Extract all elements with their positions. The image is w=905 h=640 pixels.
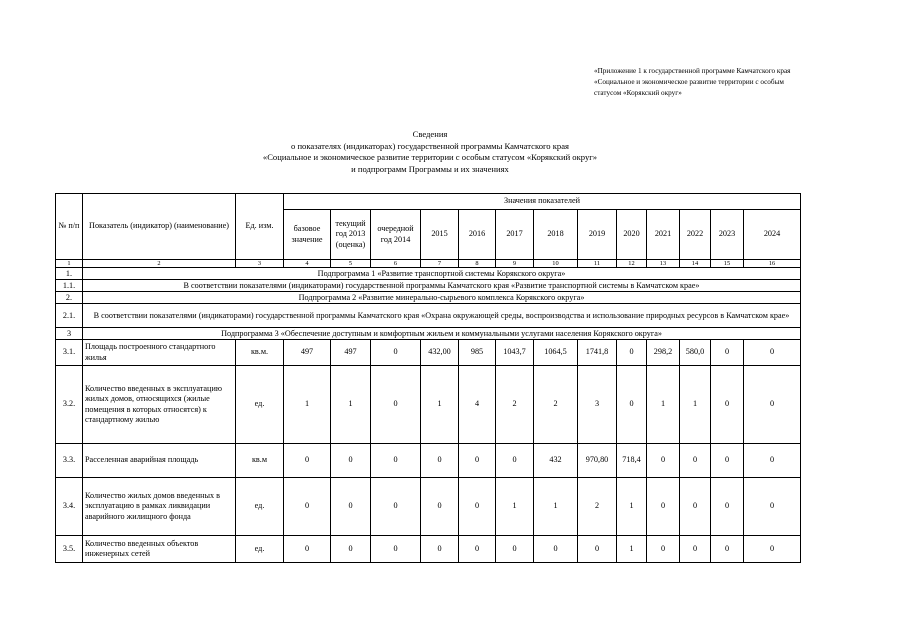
header-next-year: очередной год 2014 <box>371 210 421 260</box>
column-number: 1 <box>56 260 83 268</box>
header-num: № п/п <box>56 194 83 260</box>
row-value: 2 <box>534 366 578 444</box>
row-name: Количество жилых домов введенных в эксплуатацию в рамках ликвидации аварийного жилищного фонда <box>83 478 236 536</box>
section-row <box>56 304 801 328</box>
row-value: 298,2 <box>647 340 680 366</box>
header-year: 2019 <box>578 210 617 260</box>
row-value: 1741,8 <box>578 340 617 366</box>
row-num: 3.5. <box>56 536 83 563</box>
row-value: 0 <box>617 366 647 444</box>
row-unit: кв.м <box>236 444 284 478</box>
row-value: 0 <box>371 478 421 536</box>
header-unit: Ед. изм. <box>236 194 284 260</box>
section-title: В соответствии показателями (индикаторами) государственной программы Камчатского края «Развитие транспортной системы в Камчатском крае» <box>83 280 801 292</box>
row-value: 0 <box>421 536 459 563</box>
row-name: Количество введенных объектов инженерных сетей <box>83 536 236 563</box>
row-value: 0 <box>711 444 744 478</box>
row-value: 0 <box>744 340 801 366</box>
column-number: 16 <box>744 260 801 268</box>
row-value: 1 <box>331 366 371 444</box>
row-value: 0 <box>496 536 534 563</box>
header-year: 2022 <box>680 210 711 260</box>
header-year: 2023 <box>711 210 744 260</box>
row-name: Расселенная аварийная площадь <box>83 444 236 478</box>
row-value: 3 <box>578 366 617 444</box>
row-unit: кв.м. <box>236 340 284 366</box>
column-number-row <box>56 260 801 268</box>
row-value: 0 <box>496 444 534 478</box>
row-value: 0 <box>711 340 744 366</box>
section-title: В соответствии показателями (индикаторами) государственной программы Камчатского края «Охрана окружающей среды, воспроизводства и использование природных ресурсов в Камчатском крае» <box>83 304 801 328</box>
row-value: 0 <box>647 536 680 563</box>
section-num: 1.1. <box>56 280 83 292</box>
row-value: 2 <box>496 366 534 444</box>
row-value: 0 <box>711 536 744 563</box>
document-heading <box>200 129 660 175</box>
heading-subtitle-2: «Социальное и экономическое развитие территории с особым статусом «Корякский округ» <box>262 152 598 162</box>
row-value: 2 <box>578 478 617 536</box>
row-num: 3.3. <box>56 444 83 478</box>
row-value: 0 <box>284 444 331 478</box>
heading-title: Сведения <box>412 129 448 139</box>
header-values-group: Значения показателей <box>284 194 801 210</box>
row-unit: ед. <box>236 366 284 444</box>
row-unit: ед. <box>236 478 284 536</box>
appendix-note: «Приложение 1 к государственной программе Камчатского края «Социальное и экономическое развитие территории с особым статусом «Корякский округ» <box>594 67 791 97</box>
row-value: 1 <box>617 536 647 563</box>
row-value: 4 <box>459 366 496 444</box>
column-number: 11 <box>578 260 617 268</box>
heading-subtitle-1: о показателях (индикаторах) государственной программы Камчатского края <box>291 140 569 151</box>
heading-subtitle-3: и подпрограмм Программы и их значениях <box>351 163 509 174</box>
row-value: 985 <box>459 340 496 366</box>
row-value: 718,4 <box>617 444 647 478</box>
row-value: 432 <box>534 444 578 478</box>
row-name: Площадь построенного стандартного жилья <box>83 340 236 366</box>
row-num: 3.4. <box>56 478 83 536</box>
header-row-1 <box>56 194 801 210</box>
row-value: 0 <box>647 444 680 478</box>
row-value: 0 <box>331 478 371 536</box>
row-value: 0 <box>371 536 421 563</box>
row-value: 0 <box>371 366 421 444</box>
table-row <box>56 478 801 536</box>
row-value: 0 <box>680 478 711 536</box>
section-title: Подпрограмма 3 «Обеспечение доступным и комфортным жильем и коммунальными услугами населения Корякского округа» <box>83 328 801 340</box>
row-value: 1 <box>647 366 680 444</box>
section-title: Подпрограмма 1 «Развитие транспортной системы Корякского округа» <box>83 268 801 280</box>
row-unit: ед. <box>236 536 284 563</box>
table-row <box>56 366 801 444</box>
row-value: 0 <box>578 536 617 563</box>
table-row <box>56 536 801 563</box>
column-number: 10 <box>534 260 578 268</box>
column-number: 9 <box>496 260 534 268</box>
column-number: 7 <box>421 260 459 268</box>
indicators-table <box>55 193 801 563</box>
row-value: 0 <box>647 478 680 536</box>
row-value: 0 <box>371 444 421 478</box>
column-number: 12 <box>617 260 647 268</box>
row-value: 580,0 <box>680 340 711 366</box>
row-value: 432,00 <box>421 340 459 366</box>
section-num: 2. <box>56 292 83 304</box>
header-year: 2024 <box>744 210 801 260</box>
row-value: 0 <box>680 536 711 563</box>
row-value: 1 <box>284 366 331 444</box>
row-value: 1 <box>680 366 711 444</box>
row-value: 0 <box>331 536 371 563</box>
header-year: 2015 <box>421 210 459 260</box>
section-title: Подпрограмма 2 «Развитие минерально-сырьевого комплекса Корякского округа» <box>83 292 801 304</box>
column-number: 13 <box>647 260 680 268</box>
row-name: Количество введенных в эксплуатацию жилых домов, относящихся (жилые помещения в которых относятся) к стандартному жилью <box>83 366 236 444</box>
column-number: 4 <box>284 260 331 268</box>
row-value: 497 <box>331 340 371 366</box>
row-value: 0 <box>744 478 801 536</box>
section-row <box>56 268 801 280</box>
section-row <box>56 328 801 340</box>
row-value: 0 <box>711 478 744 536</box>
header-indicator: Показатель (индикатор) (наименование) <box>83 194 236 260</box>
row-value: 0 <box>284 536 331 563</box>
row-value: 1043,7 <box>496 340 534 366</box>
row-num: 3.2. <box>56 366 83 444</box>
row-value: 0 <box>459 478 496 536</box>
row-value: 0 <box>421 478 459 536</box>
column-number: 2 <box>83 260 236 268</box>
section-row <box>56 292 801 304</box>
column-number: 3 <box>236 260 284 268</box>
row-value: 0 <box>744 536 801 563</box>
section-num: 1. <box>56 268 83 280</box>
row-value: 0 <box>331 444 371 478</box>
column-number: 5 <box>331 260 371 268</box>
row-value: 0 <box>744 366 801 444</box>
row-value: 0 <box>680 444 711 478</box>
column-number: 8 <box>459 260 496 268</box>
section-num: 3 <box>56 328 83 340</box>
header-year: 2020 <box>617 210 647 260</box>
row-value: 0 <box>459 444 496 478</box>
column-number: 15 <box>711 260 744 268</box>
row-value: 0 <box>284 478 331 536</box>
section-row <box>56 280 801 292</box>
table-row <box>56 340 801 366</box>
header-year: 2021 <box>647 210 680 260</box>
row-value: 0 <box>744 444 801 478</box>
row-value: 0 <box>617 340 647 366</box>
section-num: 2.1. <box>56 304 83 328</box>
column-number: 14 <box>680 260 711 268</box>
row-value: 0 <box>711 366 744 444</box>
row-value: 1 <box>496 478 534 536</box>
row-value: 0 <box>421 444 459 478</box>
row-value: 0 <box>534 536 578 563</box>
header-year: 2017 <box>496 210 534 260</box>
header-year: 2018 <box>534 210 578 260</box>
header-base: базовое значение <box>284 210 331 260</box>
row-value: 1 <box>534 478 578 536</box>
row-value: 497 <box>284 340 331 366</box>
row-value: 970,80 <box>578 444 617 478</box>
row-value: 0 <box>371 340 421 366</box>
row-value: 1 <box>421 366 459 444</box>
row-value: 0 <box>459 536 496 563</box>
row-value: 1 <box>617 478 647 536</box>
header-current-year: текущий год 2013 (оценка) <box>331 210 371 260</box>
row-value: 1064,5 <box>534 340 578 366</box>
header-year: 2016 <box>459 210 496 260</box>
table-row <box>56 444 801 478</box>
row-num: 3.1. <box>56 340 83 366</box>
column-number: 6 <box>371 260 421 268</box>
